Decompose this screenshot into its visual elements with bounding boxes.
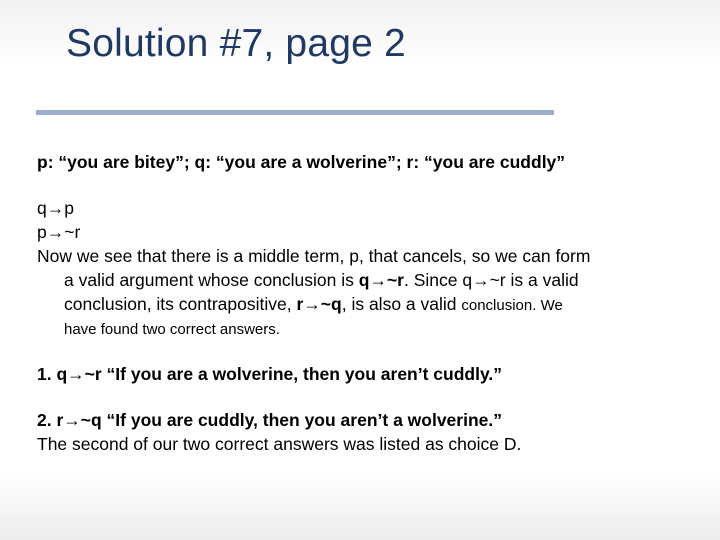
proposition-definitions: p: “you are bitey”; q: “you are a wolverine”; r: “you are cuddly” — [37, 152, 566, 172]
premise-1: q→p — [37, 198, 74, 218]
explanation-line-4: have found two correct answers. — [64, 321, 280, 338]
closing-statement: The second of our two correct answers was listed as choice D. — [37, 434, 522, 454]
answer-2: 2. r→~q “If you are cuddly, then you aren’t a wolverine.” — [37, 410, 502, 430]
slide-content — [37, 150, 677, 456]
slide-title: Solution #7, page 2 — [66, 22, 406, 65]
contrapositive-formula: r→~q — [296, 294, 342, 314]
conclusion-formula: q→~r — [358, 270, 404, 290]
explanation-text-small: conclusion. We — [461, 297, 563, 314]
answer-1: 1. q→~r “If you are a wolverine, then you aren’t cuddly.” — [37, 364, 502, 384]
explanation-text: . Since q→~r is a valid — [403, 270, 579, 290]
explanation-text: , is also a valid — [341, 294, 462, 314]
explanation-line-2 — [37, 268, 677, 292]
explanation-text: conclusion, its contrapositive, — [64, 294, 297, 314]
title-divider — [36, 110, 554, 115]
premise-2: p→~r — [37, 222, 81, 242]
explanation-text: a valid argument whose conclusion is — [64, 270, 359, 290]
explanation-line-1: Now we see that there is a middle term, p, that cancels, so we can form — [37, 246, 591, 266]
explanation-paragraph — [37, 244, 677, 342]
explanation-line-3 — [37, 292, 677, 318]
